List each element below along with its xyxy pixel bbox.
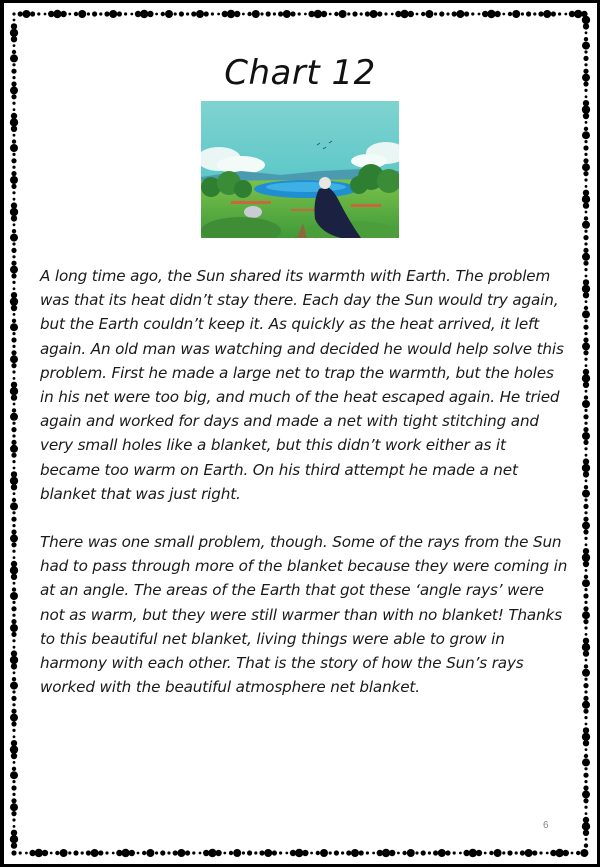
story-text — [40, 264, 570, 723]
story-illustration — [201, 101, 399, 238]
page-title: Chart 12 — [224, 52, 376, 93]
page-number: 6 — [543, 820, 549, 831]
landscape-image — [201, 101, 399, 238]
story-paragraph-1: A long time ago, the Sun shared its warmth with Earth. The problem was that its heat didn’t stay there. Each day the Sun would try again, but the Earth couldn’t keep it. As quickly as the heat arrived, it left again. An old man was watching and decided he would help solve this problem. First he made a large net to trap the warmth, but the holes in his net were too big, and much of the heat escaped again. He tried again and worked for days and made a net with tight stitching and very small holes like a blanket, but this didn’t work either as it became too warm on Earth. On his third attempt he made a net blanket that was just right. — [40, 267, 564, 503]
story-paragraph-2: There was one small problem, though. Some of the rays from the Sun had to pass through more of the blanket because they were coming in at an angle. The areas of the Earth that got these ‘angle rays’ were not as warm, but they were still warmer than with no blanket! Thanks to this beautiful net blanket, living things were able to grow in harmony with each other. That is the story of how the Sun’s rays worked with the beautiful atmosphere net blanket. — [40, 533, 568, 697]
